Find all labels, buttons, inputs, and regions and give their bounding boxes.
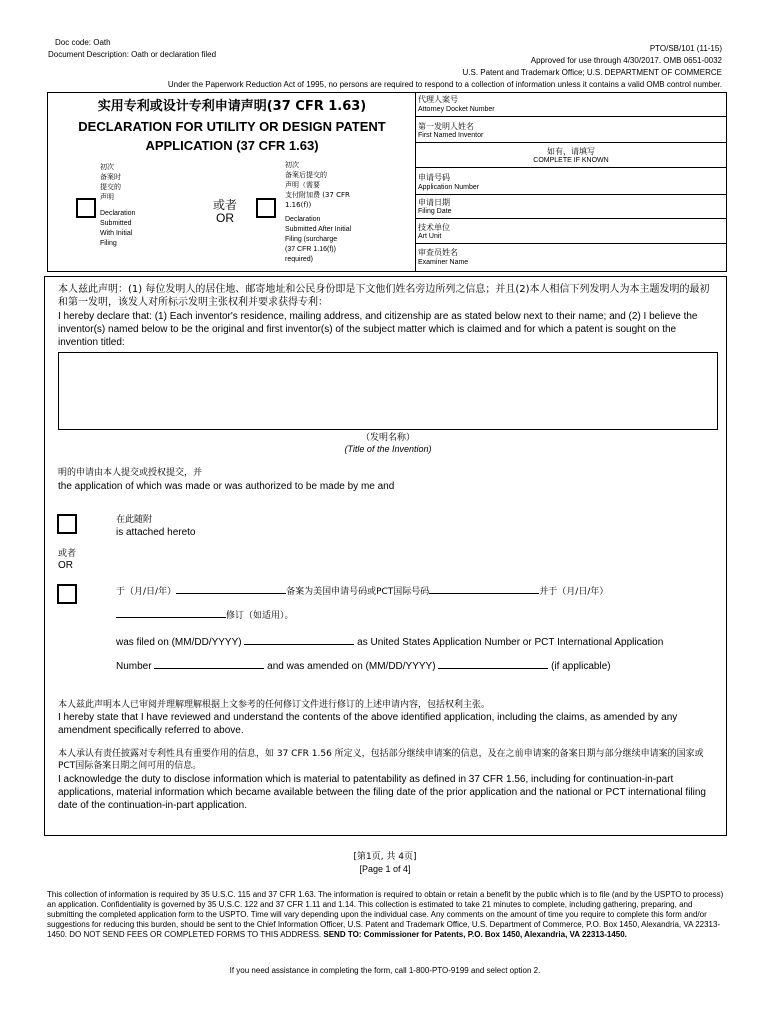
form-number: PTO/SB/101 (11-15) <box>649 44 722 53</box>
header-divider <box>415 92 416 272</box>
reviewed-text-en: I hereby state that I have reviewed and understand the contents of the above identified application, including the claims, as amended by any amendment specifically referred to above. <box>58 712 678 736</box>
attached-checkbox[interactable] <box>57 514 77 534</box>
application-text-cn: 明的申请由本人提交或授权提交，并 <box>58 468 203 478</box>
complete-if-known-en: COMPLETE IF KNOWN <box>533 157 609 164</box>
filed-date-blank[interactable] <box>176 583 286 594</box>
amended-date-blank-cn[interactable] <box>116 607 226 618</box>
or-cn-top: 或者 <box>212 198 237 212</box>
doc-code: Doc code: Oath <box>55 38 111 47</box>
filed-line-en <box>116 634 663 649</box>
inventor-label-cn: 第一发明人姓名 <box>418 122 474 131</box>
art-label-cn: 技术单位 <box>418 223 450 232</box>
divider <box>415 142 727 143</box>
reviewed-text-cn: 本人兹此声明本人已审阅并理解理解根据上文参考的任何修订文件进行修订的上述申请内容，包括权利主张。 <box>58 700 491 710</box>
filed-checkbox[interactable] <box>57 584 77 604</box>
filed-cn-part2: 备案为美国申请号码或PCT国际号码 <box>286 587 430 597</box>
appno-label-cn: 申请号码 <box>418 173 450 182</box>
amended-line-cn <box>116 607 294 622</box>
number-blank[interactable] <box>154 658 264 669</box>
initial-filing-label-en: Declaration Submitted With Initial Filing <box>100 210 136 247</box>
or-en-top: OR <box>216 211 234 225</box>
agency-text: U.S. Patent and Trademark Office; U.S. DEPARTMENT OF COMMERCE <box>462 68 722 77</box>
filed-cn-part1: 于（月/日/年） <box>116 587 177 597</box>
attached-label-en: is attached hereto <box>116 527 196 538</box>
filing-label-en: Filing Date <box>418 208 452 215</box>
title-cn: 实用专利或设计专利申请声明(37 CFR 1.63) <box>97 99 367 114</box>
duty-text-en: I acknowledge the duty to disclose information which is material to patentability as defined in 37 CFR 1.56, including for continuation-in-part applications, material information which became available between the filing date of the prior application and the national or PCT international filing date of the continuation-in-part application. <box>58 774 706 811</box>
or-en-mid: OR <box>58 560 73 571</box>
application-number-field[interactable] <box>500 168 726 194</box>
number-en-part2: and was amended on (MM/DD/YYYY) <box>267 661 436 672</box>
after-filing-label-en: Declaration Submitted After Initial Filing (surcharge (37 CFR 1.16(f)) required) <box>285 216 352 263</box>
first-inventor-field[interactable] <box>500 118 726 142</box>
page-number-en: [Page 1 of 4] <box>359 864 411 874</box>
attached-label-cn: 在此随附 <box>116 515 153 525</box>
docket-label-cn: 代理人案号 <box>418 95 458 104</box>
or-cn-mid: 或者 <box>58 549 77 559</box>
filed-en-part2: as United States Application Number or PCT International Application <box>357 637 664 648</box>
declare-text-cn: 本人兹此声明：(1) 每位发明人的居住地、邮寄地址和公民身份即是下文他们姓名旁边所列之信息；并且(2)本人相信下列发明人为本主题发明的最初和第一发明，该发人对所标示发明主张权利并要求获得专利： <box>58 284 710 308</box>
examiner-label-cn: 审查员姓名 <box>418 248 458 257</box>
after-filing-label-cn: 初次 备案后提交的 声明（需要 支付附加费 (37 CFR 1.16(f)) <box>285 161 350 209</box>
appno-label-en: Application Number <box>418 184 480 191</box>
duty-text-cn: 本人承认有责任披露对专利性具有重要作用的信息，如 37 CFR 1.56 所定义，包括部分继续申请案的信息，及在之前申请案的备案日期与部分继续申请案的国家或PCT国际备案日期之间可用的信息。 <box>58 749 704 771</box>
art-label-en: Art Unit <box>418 233 442 240</box>
approval-text: Approved for use through 4/30/2017. OMB 0651-0032 <box>530 56 722 65</box>
application-text-en: the application of which was made or was authorized to be made by me and <box>58 481 395 492</box>
page-number-cn: [第1页, 共 4页] <box>353 852 417 862</box>
after-filing-checkbox[interactable] <box>256 198 276 218</box>
app-number-blank[interactable] <box>429 583 539 594</box>
title-invention-label-en: (Title of the Invention) <box>344 444 432 454</box>
burden-statement <box>47 890 727 940</box>
filed-en-part1: was filed on (MM/DD/YYYY) <box>116 637 242 648</box>
filed-cn-part3: 并于（月/日/年） <box>539 587 609 597</box>
filed-line-cn <box>116 583 608 598</box>
docket-label-en: Attorney Docket Number <box>418 106 495 113</box>
title-en-line2: APPLICATION (37 CFR 1.63) <box>145 138 319 153</box>
send-to-text: SEND TO: Commissioner for Patents, P.O. Box 1450, Alexandria, VA 22313-1450. <box>323 930 627 939</box>
paperwork-notice: Under the Paperwork Reduction Act of 1995, no persons are required to respond to a collection of information unless it contains a valid OMB control number. <box>167 80 722 89</box>
filing-date-field[interactable] <box>500 195 726 218</box>
burden-text: This collection of information is required by 35 U.S.C. 115 and 37 CFR 1.63. The information is required to obtain or retain a benefit by the public which is to file (and by the USPTO to process) an application. Confidentiality is governed by 35 U.S.C. 122 and 37 CFR 1.11 and 1.14. This collection is estimated to take 21 minutes to complete, including gathering, preparing, and submitting the completed application form to the USPTO. Time will vary depending upon the individual case. Any comments on the amount of time you require to complete this form and/or suggestions for reducing this burden, should be sent to the Chief Information Officer, U.S. Patent and Trademark Office, U.S. Department of Commerce, P.O. Box 1450, Alexandria, VA 22313-1450. DO NOT SEND FEES OR COMPLETED FORMS TO THIS ADDRESS. <box>47 890 724 939</box>
assistance-text: If you need assistance in completing the form, call 1-800-PTO-9199 and select option 2. <box>229 966 541 975</box>
filed-on-date-blank[interactable] <box>244 634 354 645</box>
inventor-label-en: First Named Inventor <box>418 132 484 139</box>
number-line-en <box>116 658 611 673</box>
docket-field[interactable] <box>500 94 726 116</box>
divider <box>415 116 727 117</box>
examiner-name-field[interactable] <box>500 244 726 271</box>
initial-filing-label-cn: 初次 备案时 提交的 声明 <box>100 163 121 201</box>
filing-label-cn: 申请日期 <box>418 198 450 207</box>
title-en-line1: DECLARATION FOR UTILITY OR DESIGN PATENT <box>78 119 386 134</box>
number-en-part1: Number <box>116 661 152 672</box>
invention-title-field[interactable] <box>58 352 718 430</box>
amended-cn: 修订（如适用）。 <box>226 611 294 621</box>
amended-on-date-blank[interactable] <box>438 658 548 669</box>
complete-if-known-cn: 如有，请填写 <box>547 147 595 156</box>
number-en-part3: (if applicable) <box>551 661 611 672</box>
title-invention-label-cn: （发明名称） <box>360 433 415 443</box>
art-unit-field[interactable] <box>500 219 726 243</box>
doc-description: Document Description: Oath or declaration filed <box>48 50 217 59</box>
initial-filing-checkbox[interactable] <box>76 198 96 218</box>
declare-text-en: I hereby declare that: (1) Each inventor's residence, mailing address, and citizenship are as stated below next to their name; and (2) I believe the inventor(s) named below to be the original and first inventor(s) of the subject matter which is claimed and for which a patent is sought on the invention titled: <box>58 311 698 348</box>
examiner-label-en: Examiner Name <box>418 259 469 266</box>
